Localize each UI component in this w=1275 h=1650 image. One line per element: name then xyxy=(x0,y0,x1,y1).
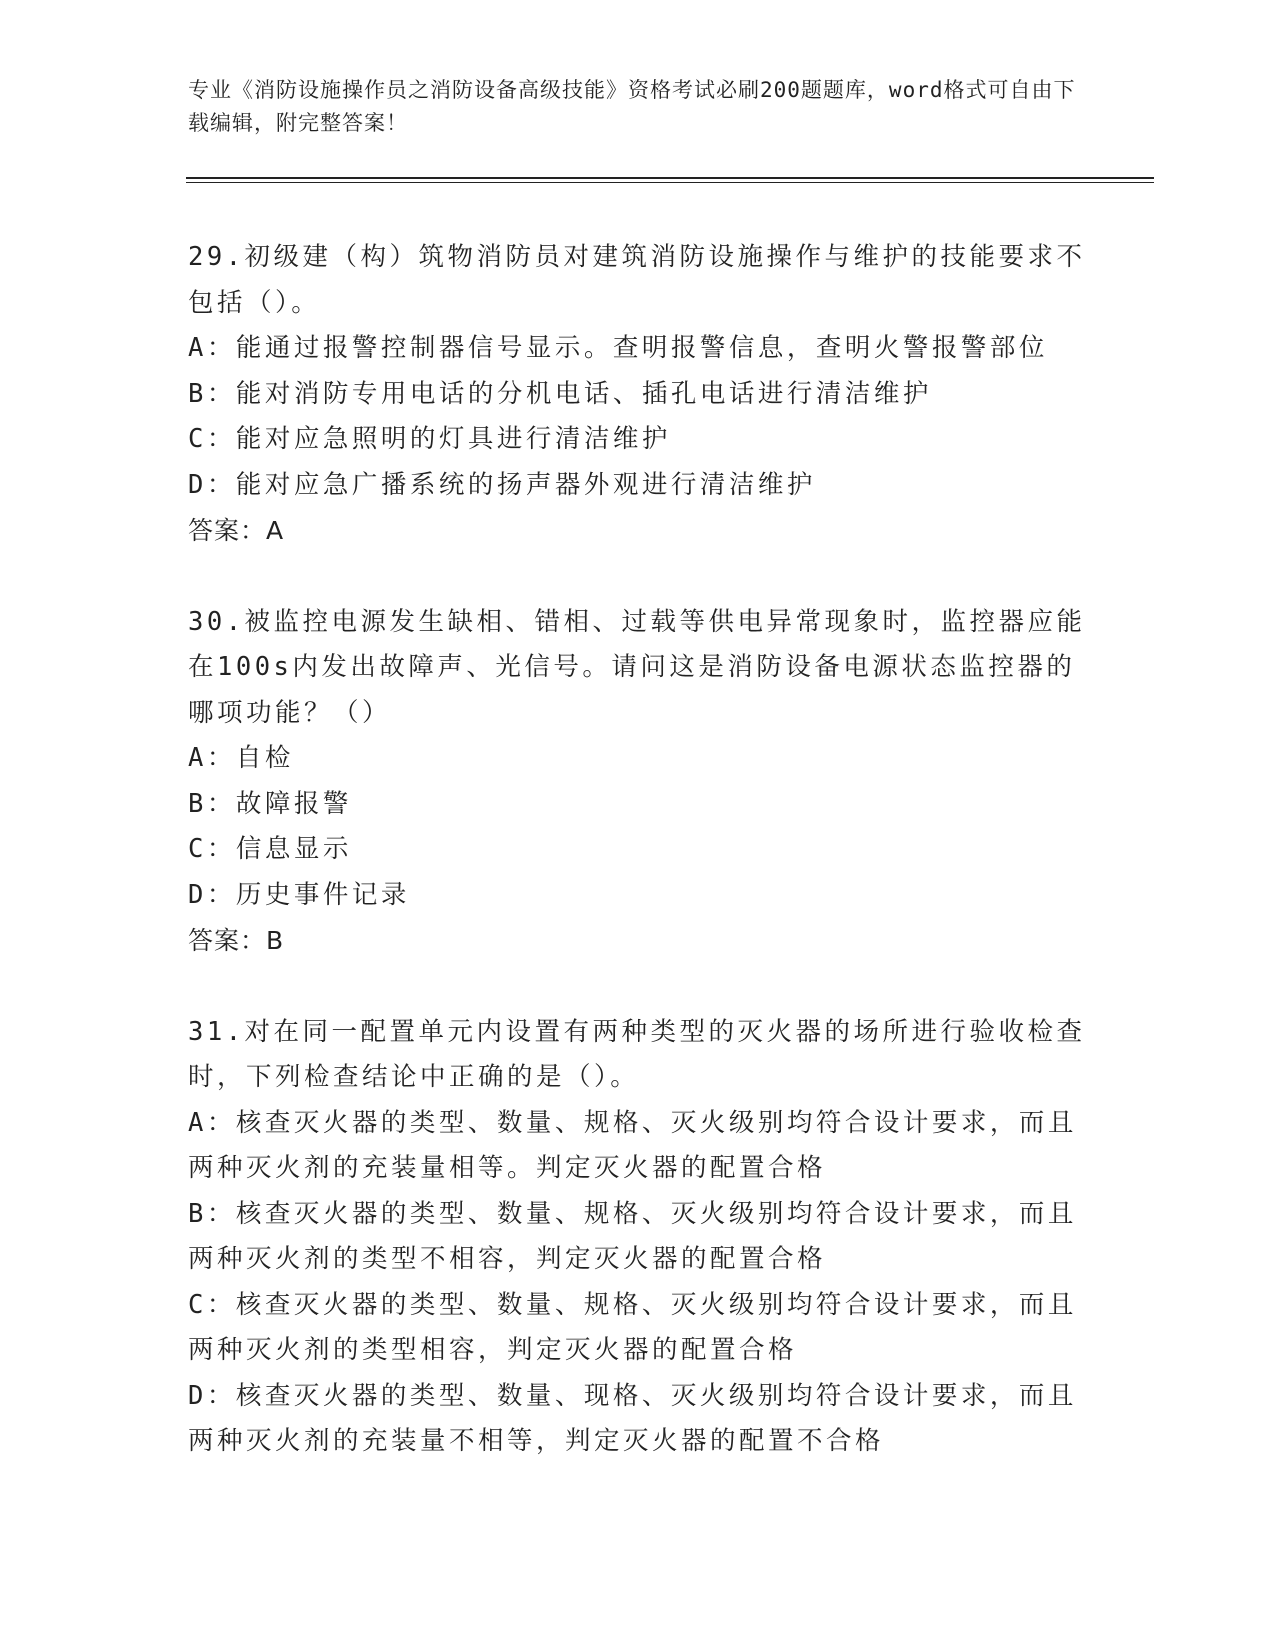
option-a: A：自检 xyxy=(188,743,294,773)
option-b: B：故障报警 xyxy=(188,788,352,819)
question-31 xyxy=(188,1010,1088,1465)
header-divider-thick xyxy=(186,177,1154,179)
question-list xyxy=(188,235,1088,1511)
option-c: C：信息显示 xyxy=(188,834,352,864)
option-c: C：核查灭火器的类型、数量、规格、灭火级别均符合设计要求，而且两种灭火剂的类型相容，判定灭火器的配置合格 xyxy=(188,1289,1077,1365)
option-a: A：能通过报警控制器信号显示。查明报警信息，查明火警报警部位 xyxy=(188,333,1048,363)
option-a: A：核查灭火器的类型、数量、规格、灭火级别均符合设计要求，而且两种灭火剂的充装量相等。判定灭火器的配置合格 xyxy=(188,1107,1077,1183)
question-text: 30.被监控电源发生缺相、错相、过载等供电异常现象时，监控器应能在100s内发出故障声、光信号。请问这是消防设备电源状态监控器的哪项功能？（） xyxy=(188,606,1086,728)
option-b: B：核查灭火器的类型、数量、规格、灭火级别均符合设计要求，而且两种灭火剂的类型不相容，判定灭火器的配置合格 xyxy=(188,1198,1077,1274)
answer-label: 答案：B xyxy=(188,926,285,955)
question-30 xyxy=(188,600,1088,964)
option-d: D：历史事件记录 xyxy=(188,879,410,910)
page-header: 专业《消防设施操作员之消防设备高级技能》资格考试必刷200题题库，word格式可自由下载编辑，附完整答案！ xyxy=(188,78,1076,135)
question-text: 29.初级建（构）筑物消防员对建筑消防设施操作与维护的技能要求不包括（）。 xyxy=(188,242,1086,318)
header-divider-thin xyxy=(186,182,1154,183)
question-text: 31.对在同一配置单元内设置有两种类型的灭火器的场所进行验收检查时，下列检查结论中正确的是（）。 xyxy=(188,1016,1086,1092)
question-29 xyxy=(188,235,1088,554)
option-b: B：能对消防专用电话的分机电话、插孔电话进行清洁维护 xyxy=(188,378,932,409)
answer-label: 答案：A xyxy=(188,516,285,545)
option-c: C：能对应急照明的灯具进行清洁维护 xyxy=(188,424,671,454)
option-d: D：核查灭火器的类型、数量、现格、灭火级别均符合设计要求，而且两种灭火剂的充装量不相等，判定灭火器的配置不合格 xyxy=(188,1380,1077,1456)
option-d: D：能对应急广播系统的扬声器外观进行清洁维护 xyxy=(188,469,816,500)
